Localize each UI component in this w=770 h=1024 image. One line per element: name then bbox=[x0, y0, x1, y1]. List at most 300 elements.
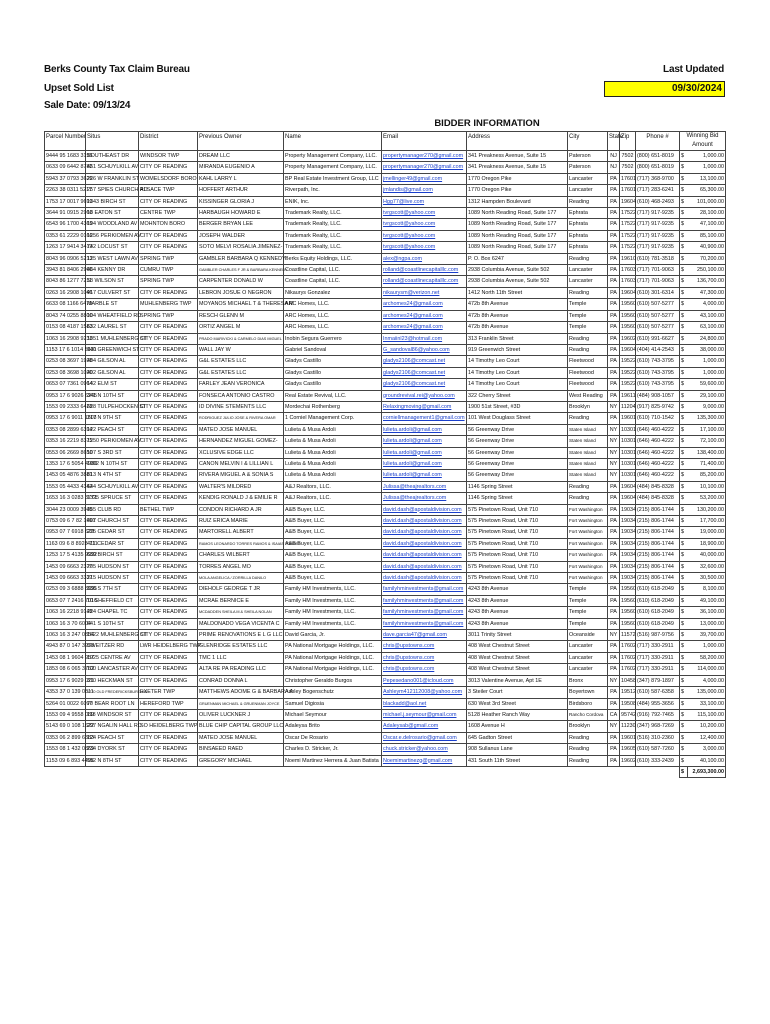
cell-state: PA bbox=[608, 253, 620, 264]
cell-zip: 10301 bbox=[620, 458, 636, 469]
cell-email[interactable]: blackadd@aol.net bbox=[382, 698, 467, 709]
cell-email[interactable]: gladys2106@comcast.net bbox=[382, 379, 467, 390]
cell-email[interactable]: G_sandoval86@yahoo.com bbox=[382, 344, 467, 355]
cell-name: Gladys Castillo bbox=[284, 367, 382, 378]
table-row bbox=[45, 721, 726, 732]
table-row bbox=[45, 151, 726, 162]
cell-email[interactable]: familyhminvestments@gmail.com bbox=[382, 607, 467, 618]
cell-phone: (646) 460-4222 bbox=[636, 447, 680, 458]
cell-situs: 104 WHEATFIELD RD bbox=[86, 310, 139, 321]
cell-email[interactable]: Inmaiinl23@hotmail.com bbox=[382, 333, 467, 344]
cell-phone: (717) 917-9235 bbox=[636, 242, 680, 253]
cell-zip: 17602 bbox=[620, 664, 636, 675]
cell-address: 56 Greenway Drive bbox=[467, 458, 568, 469]
cell-city: Fort Washington bbox=[568, 550, 608, 561]
cell-dollar-sign: $ bbox=[680, 721, 688, 732]
table-row bbox=[45, 173, 726, 184]
cell-winning-bid: 130,200.00 bbox=[688, 504, 726, 515]
cell-winning-bid: 49,100.00 bbox=[688, 595, 726, 606]
cell-email[interactable]: lulieta.ardoli@gmail.com bbox=[382, 424, 467, 435]
cell-previous-owner: BLUE CHIP CAPITAL GROUP LLC bbox=[198, 721, 284, 732]
cell-dollar-sign: $ bbox=[680, 401, 688, 412]
table-row bbox=[45, 401, 726, 412]
cell-phone: (610) 587-6358 bbox=[636, 687, 680, 698]
cell-address: 3013 Valentine Avenue, Apt 1E bbox=[467, 675, 568, 686]
cell-email[interactable]: groundrevival.rei@yahoo.com bbox=[382, 390, 467, 401]
cell-email[interactable]: chris@upstowns.com bbox=[382, 641, 467, 652]
cell-state: PA bbox=[608, 276, 620, 287]
cell-name: Charles D. Stricker, Jr. bbox=[284, 744, 382, 755]
cell-winning-bid: 1,000.00 bbox=[688, 162, 726, 173]
cell-address: 3011 Trinity Street bbox=[467, 630, 568, 641]
cell-situs: 10 SHEFFIELD CT bbox=[86, 595, 139, 606]
cell-address: 14 Timothy Leo Court bbox=[467, 379, 568, 390]
cell-parcel: 8043 96 0906 5213 bbox=[45, 253, 86, 264]
cell-dollar-sign: $ bbox=[680, 664, 688, 675]
cell-parcel: 1553 09 4 9558 089 bbox=[45, 709, 86, 720]
cell-previous-owner: MIRANDA EUGENIO A bbox=[198, 162, 284, 173]
table-row bbox=[45, 630, 726, 641]
cell-city: Brooklyn bbox=[568, 401, 608, 412]
bidder-info-heading: BIDDER INFORMATION bbox=[434, 118, 540, 129]
cell-name: A&B Buyer, LLC. bbox=[284, 573, 382, 584]
cell-state: PA bbox=[608, 230, 620, 241]
cell-city: Reading bbox=[568, 732, 608, 743]
cell-winning-bid: 13,000.00 bbox=[688, 618, 726, 629]
table-row bbox=[45, 196, 726, 207]
cell-dollar-sign: $ bbox=[680, 276, 688, 287]
cell-phone: (610) 468-2493 bbox=[636, 196, 680, 207]
cell-address: 919 Greenwich Street bbox=[467, 344, 568, 355]
cell-state: NY bbox=[608, 630, 620, 641]
cell-zip: 7502 bbox=[620, 151, 636, 162]
cell-name: A&B Buyer, LLC. bbox=[284, 516, 382, 527]
cell-previous-owner: GAMBLER BARBARA Q KENNEDY- bbox=[198, 253, 284, 264]
cell-previous-owner: CARPENTER DONALD W bbox=[198, 276, 284, 287]
cell-email[interactable]: lulieta.ardoli@gmail.com bbox=[382, 458, 467, 469]
table-row bbox=[45, 504, 726, 515]
cell-email[interactable]: corniellmanagement1@gmail.com bbox=[382, 413, 467, 424]
cell-previous-owner: KISSINGER GLORIA J bbox=[198, 196, 284, 207]
cell-city: Fleetwood bbox=[568, 379, 608, 390]
cell-address: 1312 Hampden Boulevard bbox=[467, 196, 568, 207]
cell-winning-bid: 135,000.00 bbox=[688, 687, 726, 698]
table-row bbox=[45, 379, 726, 390]
cell-parcel: 0953 07 7 6918 629 bbox=[45, 527, 86, 538]
cell-dollar-sign: $ bbox=[680, 458, 688, 469]
cell-district: CITY OF READING bbox=[139, 344, 198, 355]
cell-previous-owner: HARBAUGH HOWARD E bbox=[198, 208, 284, 219]
cell-winning-bid: 19,000.00 bbox=[688, 527, 726, 538]
cell-name: PA National Mortgage Holdings, LLC. bbox=[284, 652, 382, 663]
cell-state: NY bbox=[608, 458, 620, 469]
cell-state: NY bbox=[608, 470, 620, 481]
cell-city: Reading bbox=[568, 344, 608, 355]
cell-address: 2938 Columbia Avenue, Suite 502 bbox=[467, 276, 568, 287]
cell-winning-bid: 39,700.00 bbox=[688, 630, 726, 641]
cell-parcel: 1163 09 6 8 8928 711 bbox=[45, 538, 86, 549]
cell-district: CITY OF READING bbox=[139, 755, 198, 766]
cell-previous-owner: HOFFERT ARTHUR bbox=[198, 185, 284, 196]
cell-situs: 544 SCHUYLKILL AV bbox=[86, 481, 139, 492]
cell-dollar-sign: $ bbox=[680, 367, 688, 378]
cell-email[interactable]: michael.j.seymour@gmail.com bbox=[382, 709, 467, 720]
cell-email[interactable]: Julissa@theajrealtors.com bbox=[382, 493, 467, 504]
cell-email[interactable]: nikaurysm@verizon.net bbox=[382, 287, 467, 298]
cell-email[interactable]: tvrgscott@yahoo.com bbox=[382, 208, 467, 219]
cell-city: Staten Island bbox=[568, 447, 608, 458]
cell-previous-owner: GREGORY MICHAEL bbox=[198, 755, 284, 766]
cell-email[interactable]: lulieta.ardoli@gmail.com bbox=[382, 470, 467, 481]
cell-winning-bid: 40,900.00 bbox=[688, 242, 726, 253]
cell-name: Samuel Digiosia bbox=[284, 698, 382, 709]
col-winning-bid: Winning Bid Amount bbox=[680, 132, 726, 151]
cell-phone: (646) 460-4222 bbox=[636, 424, 680, 435]
cell-email[interactable]: familyhminvestments@gmail.com bbox=[382, 584, 467, 595]
cell-city: Bronx bbox=[568, 675, 608, 686]
cell-previous-owner: HERNANDEZ MIGUEL GOMEZ- bbox=[198, 436, 284, 447]
col-district: District bbox=[139, 132, 198, 151]
cell-dollar-sign: $ bbox=[680, 173, 688, 184]
cell-email[interactable]: archomes24@gmail.com bbox=[382, 322, 467, 333]
cell-dollar-sign: $ bbox=[680, 219, 688, 230]
cell-zip: 19605 bbox=[620, 744, 636, 755]
cell-previous-owner: OLIVER LUCKNER J bbox=[198, 709, 284, 720]
table-row bbox=[45, 481, 726, 492]
cell-zip: 19601 bbox=[620, 413, 636, 424]
cell-name: Lulieta & Musa Ardoli bbox=[284, 470, 382, 481]
cell-email[interactable]: familyhminvestments@gmail.com bbox=[382, 618, 467, 629]
cell-email[interactable]: tvrgscott@yahoo.com bbox=[382, 230, 467, 241]
cell-district: EXETER TWP bbox=[139, 687, 198, 698]
cell-district: CITY OF READING bbox=[139, 401, 198, 412]
cell-phone: (404) 414-2543 bbox=[636, 344, 680, 355]
cell-name: Coastline Capital, LLC. bbox=[284, 265, 382, 276]
cell-state: PA bbox=[608, 413, 620, 424]
cell-winning-bid: 10,100.00 bbox=[688, 481, 726, 492]
cell-previous-owner: CONDON RICHARD A JR bbox=[198, 504, 284, 515]
cell-district: CITY OF READING bbox=[139, 162, 198, 173]
cell-zip: 19604 bbox=[620, 493, 636, 504]
cell-city: Temple bbox=[568, 310, 608, 321]
cell-district: CITY OF READING bbox=[139, 242, 198, 253]
cell-winning-bid: 32,600.00 bbox=[688, 561, 726, 572]
cell-parcel: 0753 09 6 7 82 1691 bbox=[45, 516, 86, 527]
cell-district: SPRING TWP bbox=[139, 253, 198, 264]
cell-city: Reading bbox=[568, 493, 608, 504]
cell-parcel: 1553 05 4433 4342 bbox=[45, 481, 86, 492]
cell-state: PA bbox=[608, 573, 620, 584]
cell-dollar-sign: $ bbox=[680, 641, 688, 652]
cell-email[interactable]: david.dash@apostaldivision.com bbox=[382, 504, 467, 515]
cell-address: 431 South 11th Street bbox=[467, 755, 568, 766]
cell-phone: (484) 908-1057 bbox=[636, 390, 680, 401]
cell-email[interactable]: rolland@coastlinecapitalllc.com bbox=[382, 276, 467, 287]
cell-email[interactable]: alex@ngpa.com bbox=[382, 253, 467, 264]
cell-zip: 19560 bbox=[620, 595, 636, 606]
cell-address: 408 West Chestnut Street bbox=[467, 652, 568, 663]
cell-email[interactable]: archomes24@gmail.com bbox=[382, 310, 467, 321]
cell-email[interactable]: tvrgscott@yahoo.com bbox=[382, 219, 467, 230]
cell-district: CITY OF READING bbox=[139, 390, 198, 401]
table-row bbox=[45, 333, 726, 344]
cell-parcel: 1853 08 6 065 3762 bbox=[45, 664, 86, 675]
cell-state: PA bbox=[608, 744, 620, 755]
cell-email[interactable]: archomes24@gmail.com bbox=[382, 299, 467, 310]
cell-zip: 19604 bbox=[620, 481, 636, 492]
cell-parcel: 4353 37 0 139 0811 bbox=[45, 687, 86, 698]
cell-email[interactable]: dave.garcia47@gmail.com bbox=[382, 630, 467, 641]
cell-email[interactable]: gladys2106@comcast.net bbox=[382, 356, 467, 367]
cell-city: Lancaster bbox=[568, 664, 608, 675]
cell-email[interactable]: david.dash@apostaldivision.com bbox=[382, 538, 467, 549]
cell-state: PA bbox=[608, 493, 620, 504]
cell-email[interactable]: david.dash@apostaldivision.com bbox=[382, 573, 467, 584]
cell-previous-owner: PRADO MARIVICKI & CARMELO DIAS MIGUEL bbox=[198, 333, 284, 344]
cell-email[interactable]: chris@upstowns.com bbox=[382, 664, 467, 675]
cell-zip: 19522 bbox=[620, 367, 636, 378]
cell-district: CITY OF READING bbox=[139, 322, 198, 333]
cell-dollar-sign: $ bbox=[680, 630, 688, 641]
cell-zip: 19604 bbox=[620, 196, 636, 207]
cell-city: Lancaster bbox=[568, 265, 608, 276]
cell-district: SO HEIDELBERG TWP bbox=[139, 721, 198, 732]
table-row bbox=[45, 516, 726, 527]
cell-zip: 19610 bbox=[620, 253, 636, 264]
cell-phone: (717) 330-2911 bbox=[636, 652, 680, 663]
cell-situs: 142 ELM ST bbox=[86, 379, 139, 390]
cell-name: Family HM Investments, LLC. bbox=[284, 584, 382, 595]
cell-district: CITY OF READING bbox=[139, 436, 198, 447]
col-email: Email bbox=[382, 132, 467, 151]
cell-email[interactable]: chris@upstowns.com bbox=[382, 652, 467, 663]
cell-state: CA bbox=[608, 709, 620, 720]
cell-phone: (215) 806-1744 bbox=[636, 538, 680, 549]
cell-zip: 17522 bbox=[620, 230, 636, 241]
cell-zip: 19604 bbox=[620, 287, 636, 298]
cell-winning-bid: 250,100.00 bbox=[688, 265, 726, 276]
cell-name: Lulieta & Musa Ardoli bbox=[284, 447, 382, 458]
table-row bbox=[45, 755, 726, 766]
cell-phone: (717) 283-6241 bbox=[636, 185, 680, 196]
cell-name: Ashley Bogenschutz bbox=[284, 687, 382, 698]
table-row bbox=[45, 253, 726, 264]
table-row bbox=[45, 607, 726, 618]
cell-parcel: 4943 87 0 147 3933 bbox=[45, 641, 86, 652]
cell-email[interactable]: propertymanager270@gmail.com bbox=[382, 162, 467, 173]
cell-parcel: 1063 16 2218 9148 bbox=[45, 607, 86, 618]
cell-phone: (610) 743-3795 bbox=[636, 367, 680, 378]
cell-dollar-sign: $ bbox=[680, 573, 688, 584]
cell-email[interactable]: Ashleym412112008@yahoo.com bbox=[382, 687, 467, 698]
cell-address: 575 Pinetown Road, Unit 710 bbox=[467, 550, 568, 561]
cell-dollar-sign: $ bbox=[680, 390, 688, 401]
cell-winning-bid: 17,700.00 bbox=[688, 516, 726, 527]
cell-city: Fort Washington bbox=[568, 561, 608, 572]
last-updated-label: Last Updated bbox=[663, 64, 724, 75]
cell-state: PA bbox=[608, 504, 620, 515]
cell-situs: 451 SCHUYLKILL AV bbox=[86, 162, 139, 173]
table-row bbox=[45, 527, 726, 538]
cell-phone: (610) 333-2439 bbox=[636, 755, 680, 766]
cell-name: Property Management Company, LLC. bbox=[284, 151, 382, 162]
cell-zip: 11572 bbox=[620, 630, 636, 641]
cell-email[interactable]: Relaxingmoving@gmail.com bbox=[382, 401, 467, 412]
cell-email[interactable]: Hgg77@live.com bbox=[382, 196, 467, 207]
cell-previous-owner: DREAM LLC bbox=[198, 151, 284, 162]
cell-state: PA bbox=[608, 755, 620, 766]
cell-name: Michael Seymour bbox=[284, 709, 382, 720]
cell-zip: 17522 bbox=[620, 242, 636, 253]
cell-zip: 19560 bbox=[620, 618, 636, 629]
cell-address: 1146 Spring Street bbox=[467, 493, 568, 504]
cell-email[interactable]: familyhminvestments@gmail.com bbox=[382, 595, 467, 606]
cell-zip: 17603 bbox=[620, 276, 636, 287]
cell-email[interactable]: rolland@coastlinecapitalllc.com bbox=[382, 265, 467, 276]
cell-state: PA bbox=[608, 379, 620, 390]
cell-address: 56 Greenway Drive bbox=[467, 424, 568, 435]
cell-zip: 11230 bbox=[620, 721, 636, 732]
cell-zip: 19034 bbox=[620, 538, 636, 549]
col-phone: Phone # bbox=[636, 132, 680, 151]
cell-phone: (800) 651-8019 bbox=[636, 151, 680, 162]
cell-phone: (916) 792-7465 bbox=[636, 709, 680, 720]
cell-city: Lancaster bbox=[568, 173, 608, 184]
cell-email[interactable]: chuck.stricker@yahoo.com bbox=[382, 744, 467, 755]
cell-state: PA bbox=[608, 299, 620, 310]
cell-winning-bid: 43,100.00 bbox=[688, 310, 726, 321]
cell-email[interactable]: Pepesedano001@icloud.com bbox=[382, 675, 467, 686]
cell-situs: 552 N 8TH ST bbox=[86, 755, 139, 766]
cell-district: ALSACE TWP bbox=[139, 185, 198, 196]
cell-name: ENIK, Inc. bbox=[284, 196, 382, 207]
cell-previous-owner: MOLA ANGELICA / ZORRILLA DANILO bbox=[198, 573, 284, 584]
cell-district: MUHLENBERG TWP bbox=[139, 299, 198, 310]
cell-email[interactable]: lulieta.ardoli@gmail.com bbox=[382, 447, 467, 458]
cell-state: PA bbox=[608, 664, 620, 675]
cell-address: 1770 Oregon Pike bbox=[467, 185, 568, 196]
cell-email[interactable]: david.dash@apostaldivision.com bbox=[382, 561, 467, 572]
cell-email[interactable]: propertymanager270@gmail.com bbox=[382, 151, 467, 162]
cell-name: Family HM Investments, LLC. bbox=[284, 595, 382, 606]
cell-name: Trademark Realty, LLC. bbox=[284, 219, 382, 230]
cell-parcel: 1453 09 6663 2377 bbox=[45, 561, 86, 572]
cell-parcel: 1153 17 6 1014 5631 bbox=[45, 344, 86, 355]
cell-email[interactable]: tvrgscott@yahoo.com bbox=[382, 242, 467, 253]
cell-state: PA bbox=[608, 310, 620, 321]
cell-situs: 639 BIRCH ST bbox=[86, 550, 139, 561]
table-row bbox=[45, 470, 726, 481]
cell-district: SPRING TWP bbox=[139, 310, 198, 321]
cell-dollar-sign: $ bbox=[680, 242, 688, 253]
cell-name: Noemi Martinez Herrera & Juan Batista bbox=[284, 755, 382, 766]
cell-email[interactable]: Adaleysab@gmail.com bbox=[382, 721, 467, 732]
cell-zip: 7502 bbox=[620, 162, 636, 173]
cell-phone: (215) 806-1744 bbox=[636, 516, 680, 527]
cell-parcel: 0653 07 7 2416 7016 bbox=[45, 595, 86, 606]
cell-phone: (717) 917-9235 bbox=[636, 230, 680, 241]
cell-previous-owner: RIVERA MIGUEL A & SONIA S bbox=[198, 470, 284, 481]
cell-situs: 205 HUDSON ST bbox=[86, 561, 139, 572]
table-row bbox=[45, 675, 726, 686]
cell-district: CITY OF READING bbox=[139, 607, 198, 618]
cell-email[interactable]: Noemimartinezg@gmail.com bbox=[382, 755, 467, 766]
cell-email[interactable]: david.dash@apostaldivision.com bbox=[382, 527, 467, 538]
cell-dollar-sign: $ bbox=[680, 550, 688, 561]
cell-phone: (610) 618-2049 bbox=[636, 584, 680, 595]
cell-state: NJ bbox=[608, 162, 620, 173]
cell-parcel: 0253 09 3 6888 8095 bbox=[45, 584, 86, 595]
cell-email[interactable]: lulieta.ardoli@gmail.com bbox=[382, 436, 467, 447]
cell-winning-bid: 1,000.00 bbox=[688, 367, 726, 378]
cell-dollar-sign: $ bbox=[680, 527, 688, 538]
cell-previous-owner: CONRAD DONNA L bbox=[198, 675, 284, 686]
cell-dollar-sign: $ bbox=[680, 356, 688, 367]
cell-address: 1089 North Reading Road, Suite 177 bbox=[467, 208, 568, 219]
cell-district: CITY OF READING bbox=[139, 379, 198, 390]
cell-situs: 107 S 3RD ST bbox=[86, 447, 139, 458]
cell-email[interactable]: Oscar.e.delrosario@gmail.com bbox=[382, 732, 467, 743]
cell-email[interactable]: jmlandis@gmail.com bbox=[382, 185, 467, 196]
cell-district: CITY OF READING bbox=[139, 196, 198, 207]
cell-previous-owner: CHARLES WILBERT bbox=[198, 550, 284, 561]
cell-address: 14 Timothy Leo Court bbox=[467, 356, 568, 367]
cell-zip: 10301 bbox=[620, 470, 636, 481]
cell-state: PA bbox=[608, 641, 620, 652]
cell-address: 4243 8th Avenue bbox=[467, 618, 568, 629]
cell-situs: 234 DYORK ST bbox=[86, 744, 139, 755]
cell-dollar-sign: $ bbox=[680, 584, 688, 595]
cell-previous-owner: MATEO JOSE MANUEL bbox=[198, 732, 284, 743]
cell-name: PA National Mortgage Holdings, LLC. bbox=[284, 641, 382, 652]
cell-previous-owner: MCRAE BERNICE E bbox=[198, 595, 284, 606]
cell-address: 1146 Spring Street bbox=[467, 481, 568, 492]
cell-email[interactable]: jmellinger49@gmail.com bbox=[382, 173, 467, 184]
table-row bbox=[45, 538, 726, 549]
cell-email[interactable]: gladys2106@comcast.net bbox=[382, 367, 467, 378]
cell-district: CITY OF READING bbox=[139, 527, 198, 538]
cell-city: Fleetwood bbox=[568, 356, 608, 367]
cell-state: PA bbox=[608, 196, 620, 207]
cell-dollar-sign: $ bbox=[680, 687, 688, 698]
cell-dollar-sign: $ bbox=[680, 322, 688, 333]
table-row bbox=[45, 436, 726, 447]
cell-state: PA bbox=[608, 527, 620, 538]
cell-previous-owner: MATTHEWS ADOME G & BARBARA A bbox=[198, 687, 284, 698]
cell-situs: 464 KENNY DR bbox=[86, 265, 139, 276]
cell-zip: 19560 bbox=[620, 584, 636, 595]
cell-situs: 18 EATON ST bbox=[86, 208, 139, 219]
cell-city: Ephrata bbox=[568, 219, 608, 230]
cell-situs: 225 CEDAR ST bbox=[86, 527, 139, 538]
table-row bbox=[45, 424, 726, 435]
cell-situs: 1250 PERKIOMEN AV bbox=[86, 436, 139, 447]
cell-email[interactable]: Julissa@theajrealtors.com bbox=[382, 481, 467, 492]
cell-state: NY bbox=[608, 447, 620, 458]
cell-phone: (516) 310-2360 bbox=[636, 732, 680, 743]
cell-city: Ephrata bbox=[568, 230, 608, 241]
cell-winning-bid: 9,000.00 bbox=[688, 401, 726, 412]
cell-parcel: 1453 05 4876 3881 bbox=[45, 470, 86, 481]
cell-dollar-sign: $ bbox=[680, 253, 688, 264]
cell-email[interactable]: david.dash@apostaldivision.com bbox=[382, 516, 467, 527]
table-body bbox=[45, 151, 726, 767]
cell-email[interactable]: david.dash@apostaldivision.com bbox=[382, 550, 467, 561]
cell-zip: 19508 bbox=[620, 698, 636, 709]
cell-state: PA bbox=[608, 561, 620, 572]
cell-parcel: 3644 91 0915 2960 bbox=[45, 208, 86, 219]
cell-city: Temple bbox=[568, 595, 608, 606]
